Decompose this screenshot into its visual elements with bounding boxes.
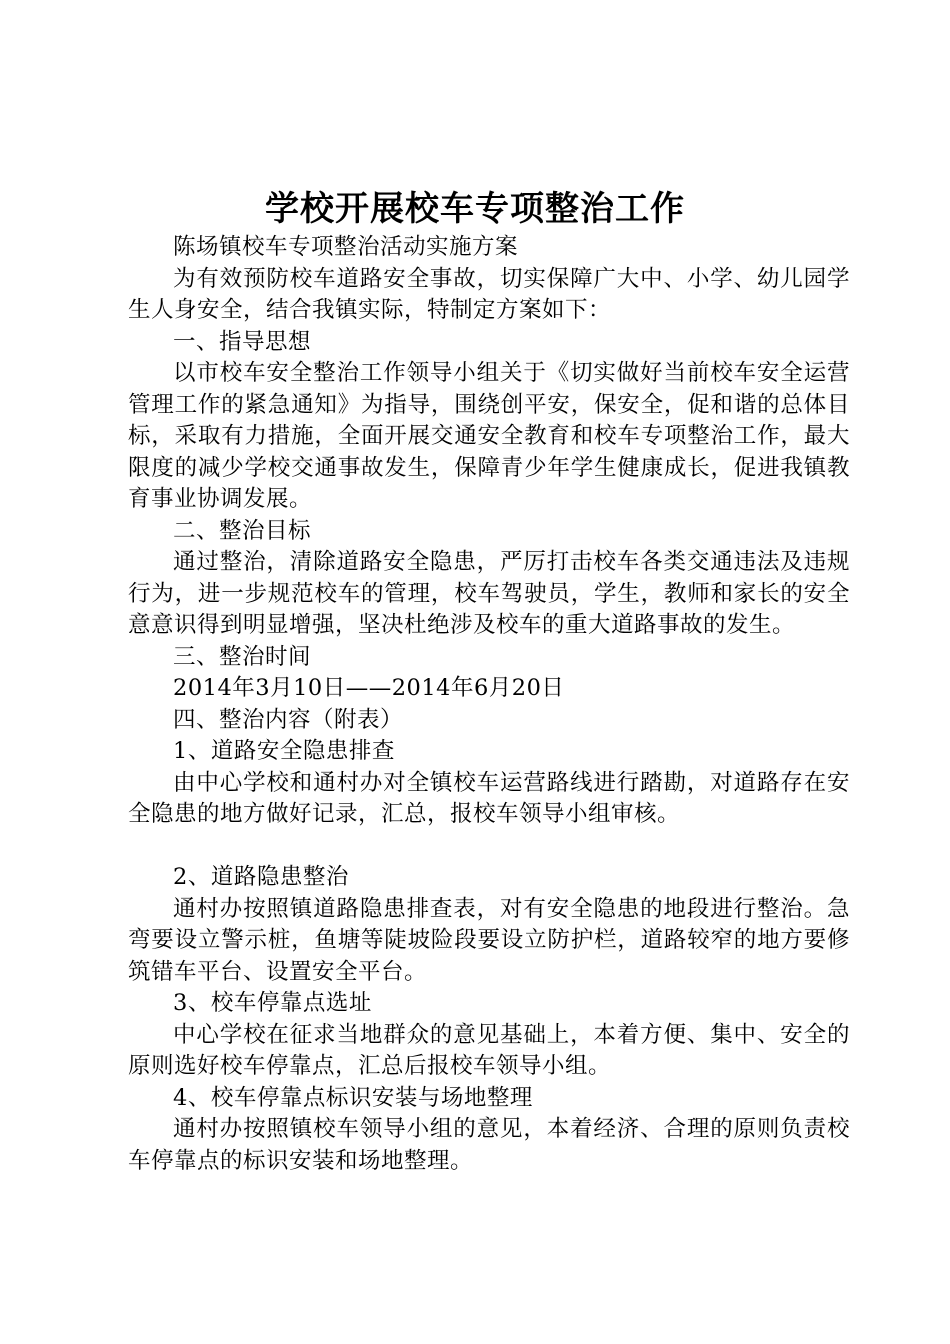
document-title: 学校开展校车专项整治工作 [265, 189, 685, 229]
hazard-remediation-paragraph: 通村办按照镇道路隐患排查表，对有安全隐患的地段进行整治。急弯要设立警示桩，鱼塘等陡坡险段要设立防护栏，道路较窄的地方要修筑错车平台、设置安全平台。 [128, 895, 850, 985]
stop-signage-paragraph: 通村办按照镇校车领导小组的意见，本着经济、合理的原则负责校车停靠点的标识安装和场地整理。 [128, 1116, 850, 1174]
document-body [128, 232, 850, 1177]
plan-name-paragraph: 陈场镇校车专项整治活动实施方案 [173, 234, 519, 260]
objectives-paragraph: 通过整治，清除道路安全隐患，严厉打击校车各类交通违法及违规行为，进一步规范校车的管理，校车驾驶员，学生，教师和家长的安全意意识得到明显增强，坚决杜绝涉及校车的重大道路事故的发生。 [128, 549, 850, 638]
section-heading-content: 四、整治内容（附表） [173, 706, 404, 733]
timeframe-paragraph: 2014年3月10日——2014年6月20日 [173, 675, 565, 701]
section-heading-guiding-ideology: 一、指导思想 [173, 328, 312, 355]
stop-site-selection-paragraph: 中心学校在征求当地群众的意见基础上，本着方便、集中、安全的原则选好校车停靠点，汇总后报校车领导小组。 [128, 1021, 850, 1079]
item-heading-hazard-remediation: 2、道路隐患整治 [173, 864, 349, 890]
hazard-survey-paragraph: 由中心学校和通村办对全镇校车运营路线进行踏勘，对道路存在安全隐患的地方做好记录，汇总，报校车领导小组审核。 [128, 769, 850, 827]
section-heading-objectives: 二、整治目标 [173, 517, 312, 544]
item-heading-hazard-survey: 1、道路安全隐患排查 [173, 738, 395, 764]
item-heading-stop-site-selection: 3、校车停靠点选址 [173, 990, 372, 1016]
section-heading-timeframe: 三、整治时间 [173, 643, 312, 670]
blank-line [128, 831, 850, 863]
guiding-ideology-paragraph: 以市校车安全整治工作领导小组关于《切实做好当前校车安全运营管理工作的紧急通知》为指导，围绕创平安，保安全，促和谐的总体目标，采取有力措施，全面开展交通安全教育和校车专项整治工作，最大限度的减少学校交通事故发生，保障青少年学生健康成长，促进我镇教育事业协调发展。 [128, 360, 850, 512]
intro-paragraph: 为有效预防校车道路安全事故，切实保障广大中、小学、幼儿园学生人身安全，结合我镇实际，特制定方案如下： [128, 265, 850, 323]
item-heading-stop-signage: 4、校车停靠点标识安装与场地整理 [173, 1084, 533, 1111]
